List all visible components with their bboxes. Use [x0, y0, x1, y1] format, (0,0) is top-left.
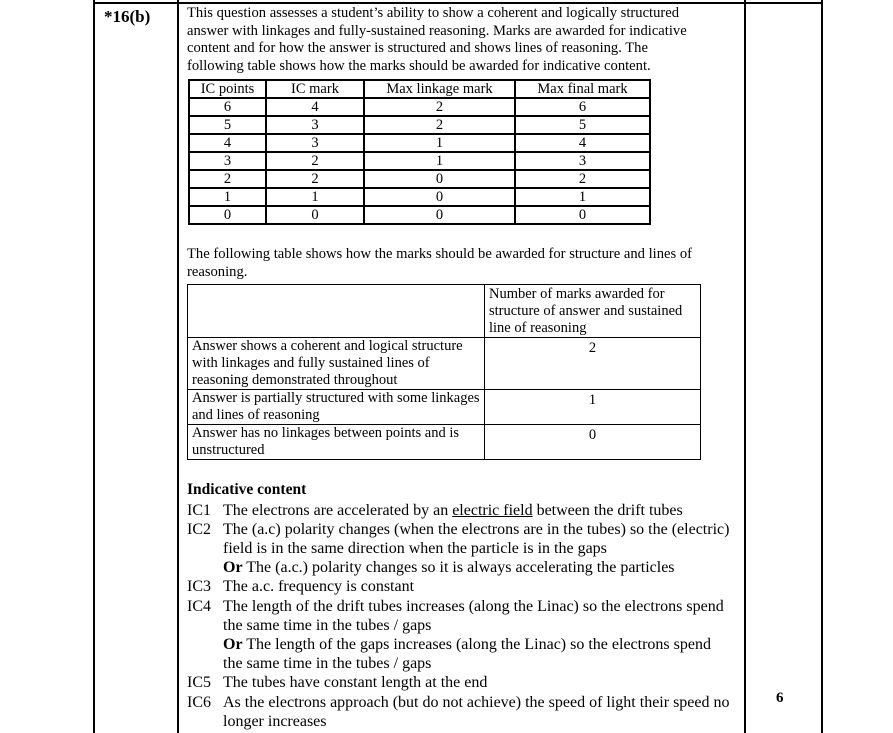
header-blank-cell	[188, 284, 485, 337]
cell-ic-points: 1	[189, 188, 266, 206]
cell-ic-points: 5	[189, 116, 266, 134]
ic-table-body	[189, 98, 650, 224]
ic-code: IC4	[187, 597, 211, 615]
ic-text: The a.c. frequency is constant	[223, 578, 415, 596]
cell-max-linkage-mark: 1	[364, 134, 515, 152]
or-label: Or	[223, 635, 243, 653]
ic-text	[223, 597, 732, 674]
cell-max-final-mark: 1	[515, 188, 650, 206]
structure-marks: 2	[485, 337, 701, 389]
table-row	[189, 206, 650, 224]
ic-code: IC1	[187, 501, 211, 519]
cell-max-linkage-mark: 2	[364, 98, 515, 116]
ic-alternative-text: The (a.c.) polarity changes so it is always accelerating the particles	[242, 559, 675, 577]
intro-line: answer with linkages and fully-sustained reasoning. Marks are awarded for indicative	[187, 22, 687, 39]
cell-ic-mark: 0	[266, 206, 364, 224]
ic-text	[223, 520, 732, 578]
structure-marks: 1	[485, 389, 701, 424]
list-item	[187, 520, 732, 578]
table-row	[189, 188, 650, 206]
cell-ic-mark: 2	[266, 152, 364, 170]
indicative-content-heading: Indicative content	[187, 480, 307, 498]
cell-max-final-mark: 0	[515, 206, 650, 224]
structure-marks: 0	[485, 424, 701, 459]
cell-ic-mark: 3	[266, 134, 364, 152]
list-item	[187, 501, 732, 520]
table-row	[189, 152, 650, 170]
column-border-answer	[744, 0, 746, 733]
column-border-question	[177, 0, 179, 733]
list-item	[187, 693, 732, 731]
table-row	[188, 389, 701, 424]
table-header-row	[188, 284, 701, 337]
ic-text-part: The length of the drift tubes increases (along the Linac) so the electrons spend the same time in the tubes / gaps	[223, 597, 724, 634]
ic-code: IC6	[187, 693, 211, 711]
intro-line: following table shows how the marks should be awarded for indicative content.	[187, 57, 651, 74]
question-marks: 6	[776, 690, 784, 706]
ic-marks-table	[188, 79, 651, 225]
cell-ic-mark: 4	[266, 98, 364, 116]
underlined-key-term: electric field	[452, 501, 533, 519]
answer-content	[187, 5, 732, 731]
structure-intro: The following table shows how the marks should be awarded for structure and lines of reasoning.	[187, 246, 692, 280]
list-item	[187, 577, 732, 596]
column-border-left	[93, 0, 95, 733]
cell-max-linkage-mark: 0	[364, 170, 515, 188]
cell-max-linkage-mark: 1	[364, 152, 515, 170]
intro-line: content and for how the answer is structured and shows lines of reasoning. The	[187, 40, 648, 57]
header-marks-awarded: Number of marks awarded for structure of answer and sustained line of reasoning	[485, 284, 701, 337]
header-max-final-mark: Max final mark	[515, 80, 650, 98]
ic-text: As the electrons approach (but do not achieve) the speed of light their speed no longer increases	[223, 693, 730, 730]
ic-code: IC5	[187, 674, 211, 692]
table-row	[188, 424, 701, 459]
table-row	[188, 337, 701, 389]
cell-ic-mark: 3	[266, 116, 364, 134]
ic-text-part: The electrons are accelerated by an	[223, 501, 453, 519]
ic-text	[223, 501, 732, 520]
list-item	[187, 673, 732, 692]
cell-max-linkage-mark: 2	[364, 116, 515, 134]
structure-description: Answer has no linkages between points and is unstructured	[188, 424, 485, 459]
list-item	[187, 597, 732, 674]
cell-max-final-mark: 2	[515, 170, 650, 188]
table-row	[189, 98, 650, 116]
ic-code: IC3	[187, 578, 211, 596]
cell-ic-points: 4	[189, 134, 266, 152]
intro-paragraph	[187, 5, 732, 75]
table-row	[189, 134, 650, 152]
structure-description: Answer shows a coherent and logical structure with linkages and fully sustained lines of reasoning demonstrated throughout	[188, 337, 485, 389]
intro-line: This question assesses a student’s ability to show a coherent and logically structured	[187, 5, 680, 21]
cell-max-linkage-mark: 0	[364, 206, 515, 224]
structure-description: Answer is partially structured with some linkages and lines of reasoning	[188, 389, 485, 424]
ic-text-part: The (a.c) polarity changes (when the electrons are in the tubes) so the (electric) field is in the same direction when the particle is in the gaps	[223, 520, 730, 557]
cell-ic-mark: 1	[266, 188, 364, 206]
cell-ic-points: 6	[189, 98, 266, 116]
column-border-right	[821, 0, 823, 733]
cell-max-final-mark: 6	[515, 98, 650, 116]
question-number: *16(b)	[104, 7, 151, 26]
cell-max-final-mark: 4	[515, 134, 650, 152]
cell-max-final-mark: 3	[515, 152, 650, 170]
table-row	[189, 170, 650, 188]
or-label: Or	[223, 559, 243, 577]
table-header-row	[189, 80, 650, 98]
ic-text: The tubes have constant length at the end	[223, 674, 488, 692]
top-border	[93, 2, 823, 4]
cell-ic-mark: 2	[266, 170, 364, 188]
cell-ic-points: 0	[189, 206, 266, 224]
ic-alternative-text: The length of the gaps increases (along the Linac) so the electrons spend the same time in the tubes / gaps	[223, 635, 711, 673]
ic-code: IC2	[187, 520, 211, 538]
cell-ic-points: 3	[189, 152, 266, 170]
header-max-linkage-mark: Max linkage mark	[364, 80, 515, 98]
cell-max-linkage-mark: 0	[364, 188, 515, 206]
header-ic-mark: IC mark	[266, 80, 364, 98]
table-row	[189, 116, 650, 134]
ic-text-part: between the drift tubes	[532, 501, 683, 519]
structure-marks-table	[187, 284, 701, 460]
header-ic-points: IC points	[189, 80, 266, 98]
cell-ic-points: 2	[189, 170, 266, 188]
indicative-content-list	[187, 501, 732, 731]
cell-max-final-mark: 5	[515, 116, 650, 134]
